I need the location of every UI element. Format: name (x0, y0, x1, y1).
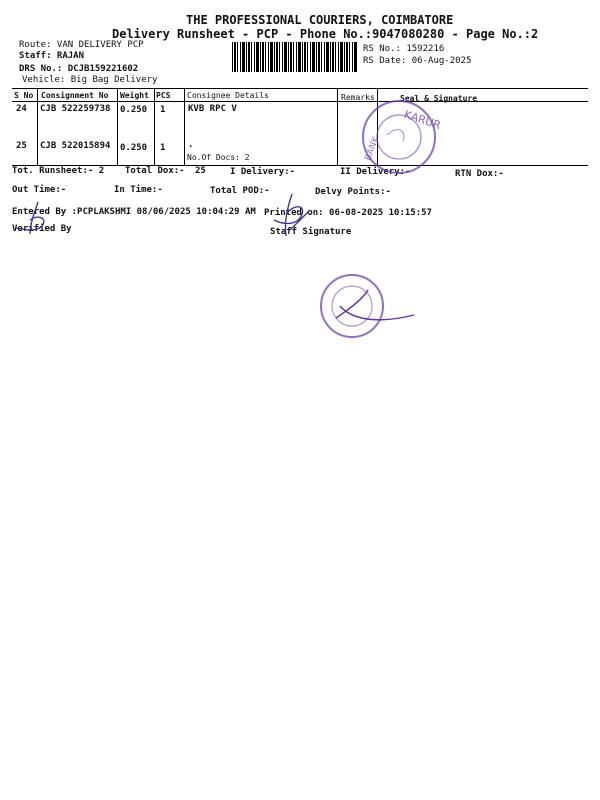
entered-by: Entered By :PCPLAKSHMI 08/06/2025 10:04:29 AM (12, 207, 256, 217)
row-details: . (188, 140, 194, 150)
row-consignment: CJB 522259738 (40, 104, 111, 114)
barcode (232, 42, 358, 72)
col-divider (117, 88, 118, 165)
col-divider (37, 88, 38, 165)
runsheet-subtitle: Delivery Runsheet - PCP - Phone No.:9047080280 - Page No.:2 (112, 27, 539, 41)
table-top-border (12, 88, 588, 89)
header-sno: S No (14, 91, 34, 100)
col-divider (154, 88, 155, 165)
stamp-text-top: KARUR (402, 107, 443, 132)
in-time: In Time:- (114, 185, 163, 195)
ii-delivery: II Delivery:- (340, 167, 411, 177)
printed-on: Printed on: 06-08-2025 10:15:57 (264, 208, 432, 218)
table-header-border (12, 101, 588, 102)
stamp-text-side: BANK (363, 135, 382, 163)
verifier-signature (8, 200, 68, 240)
i-delivery: I Delivery:- (230, 167, 296, 177)
row-consignment: CJB 522015894 (40, 141, 111, 151)
row-docs-count: No.Of Docs: 2 (187, 153, 250, 162)
row-details: KVB RPC V (188, 104, 237, 114)
col-divider (337, 88, 338, 165)
header-consignee: Consignee Details (187, 91, 269, 100)
vehicle-label: Vehicle: Big Bag Delivery (22, 75, 158, 85)
header-consignment: Consignment No (41, 91, 109, 100)
rs-number: RS No.: 1592216 (363, 44, 445, 54)
rtn-dox: RTN Dox:- (455, 169, 504, 179)
company-title: THE PROFESSIONAL COURIERS, COIMBATORE (186, 13, 454, 27)
staff-signature: Staff Signature (270, 227, 352, 237)
total-dox-label: Total Dox:- (125, 166, 185, 176)
delvy-points: Delvy Points:- (315, 187, 391, 197)
staff-label: Staff: RAJAN (19, 51, 85, 61)
row-weight: 0.250 (120, 143, 148, 153)
row-pcs: 1 (160, 105, 166, 115)
tot-runsheet: Tot. Runsheet:- 2 (12, 166, 105, 176)
drs-number: DRS No.: DCJB159221602 (19, 64, 139, 74)
row-weight: 0.250 (120, 105, 148, 115)
total-pod: Total POD:- (210, 186, 270, 196)
header-seal-signature: Seal & Signature (400, 94, 478, 103)
col-divider (184, 88, 185, 165)
header-pcs: PCS (156, 91, 171, 100)
row-sno: 24 (16, 104, 27, 114)
route-label: Route: VAN DELIVERY PCP (19, 40, 144, 50)
total-dox-value: 25 (195, 166, 206, 176)
row-sno: 25 (16, 141, 27, 151)
staff-signature-scribble (270, 190, 330, 250)
out-time: Out Time:- (12, 185, 67, 195)
verified-by: Verified By (12, 224, 72, 234)
header-weight: Weight (120, 91, 149, 100)
row-pcs: 1 (160, 143, 166, 153)
header-remarks: Remarks (341, 93, 375, 102)
bank-seal-stamp (357, 95, 441, 179)
rs-date: RS Date: 06-Aug-2025 (363, 56, 472, 66)
lower-seal-stamp (318, 270, 418, 340)
